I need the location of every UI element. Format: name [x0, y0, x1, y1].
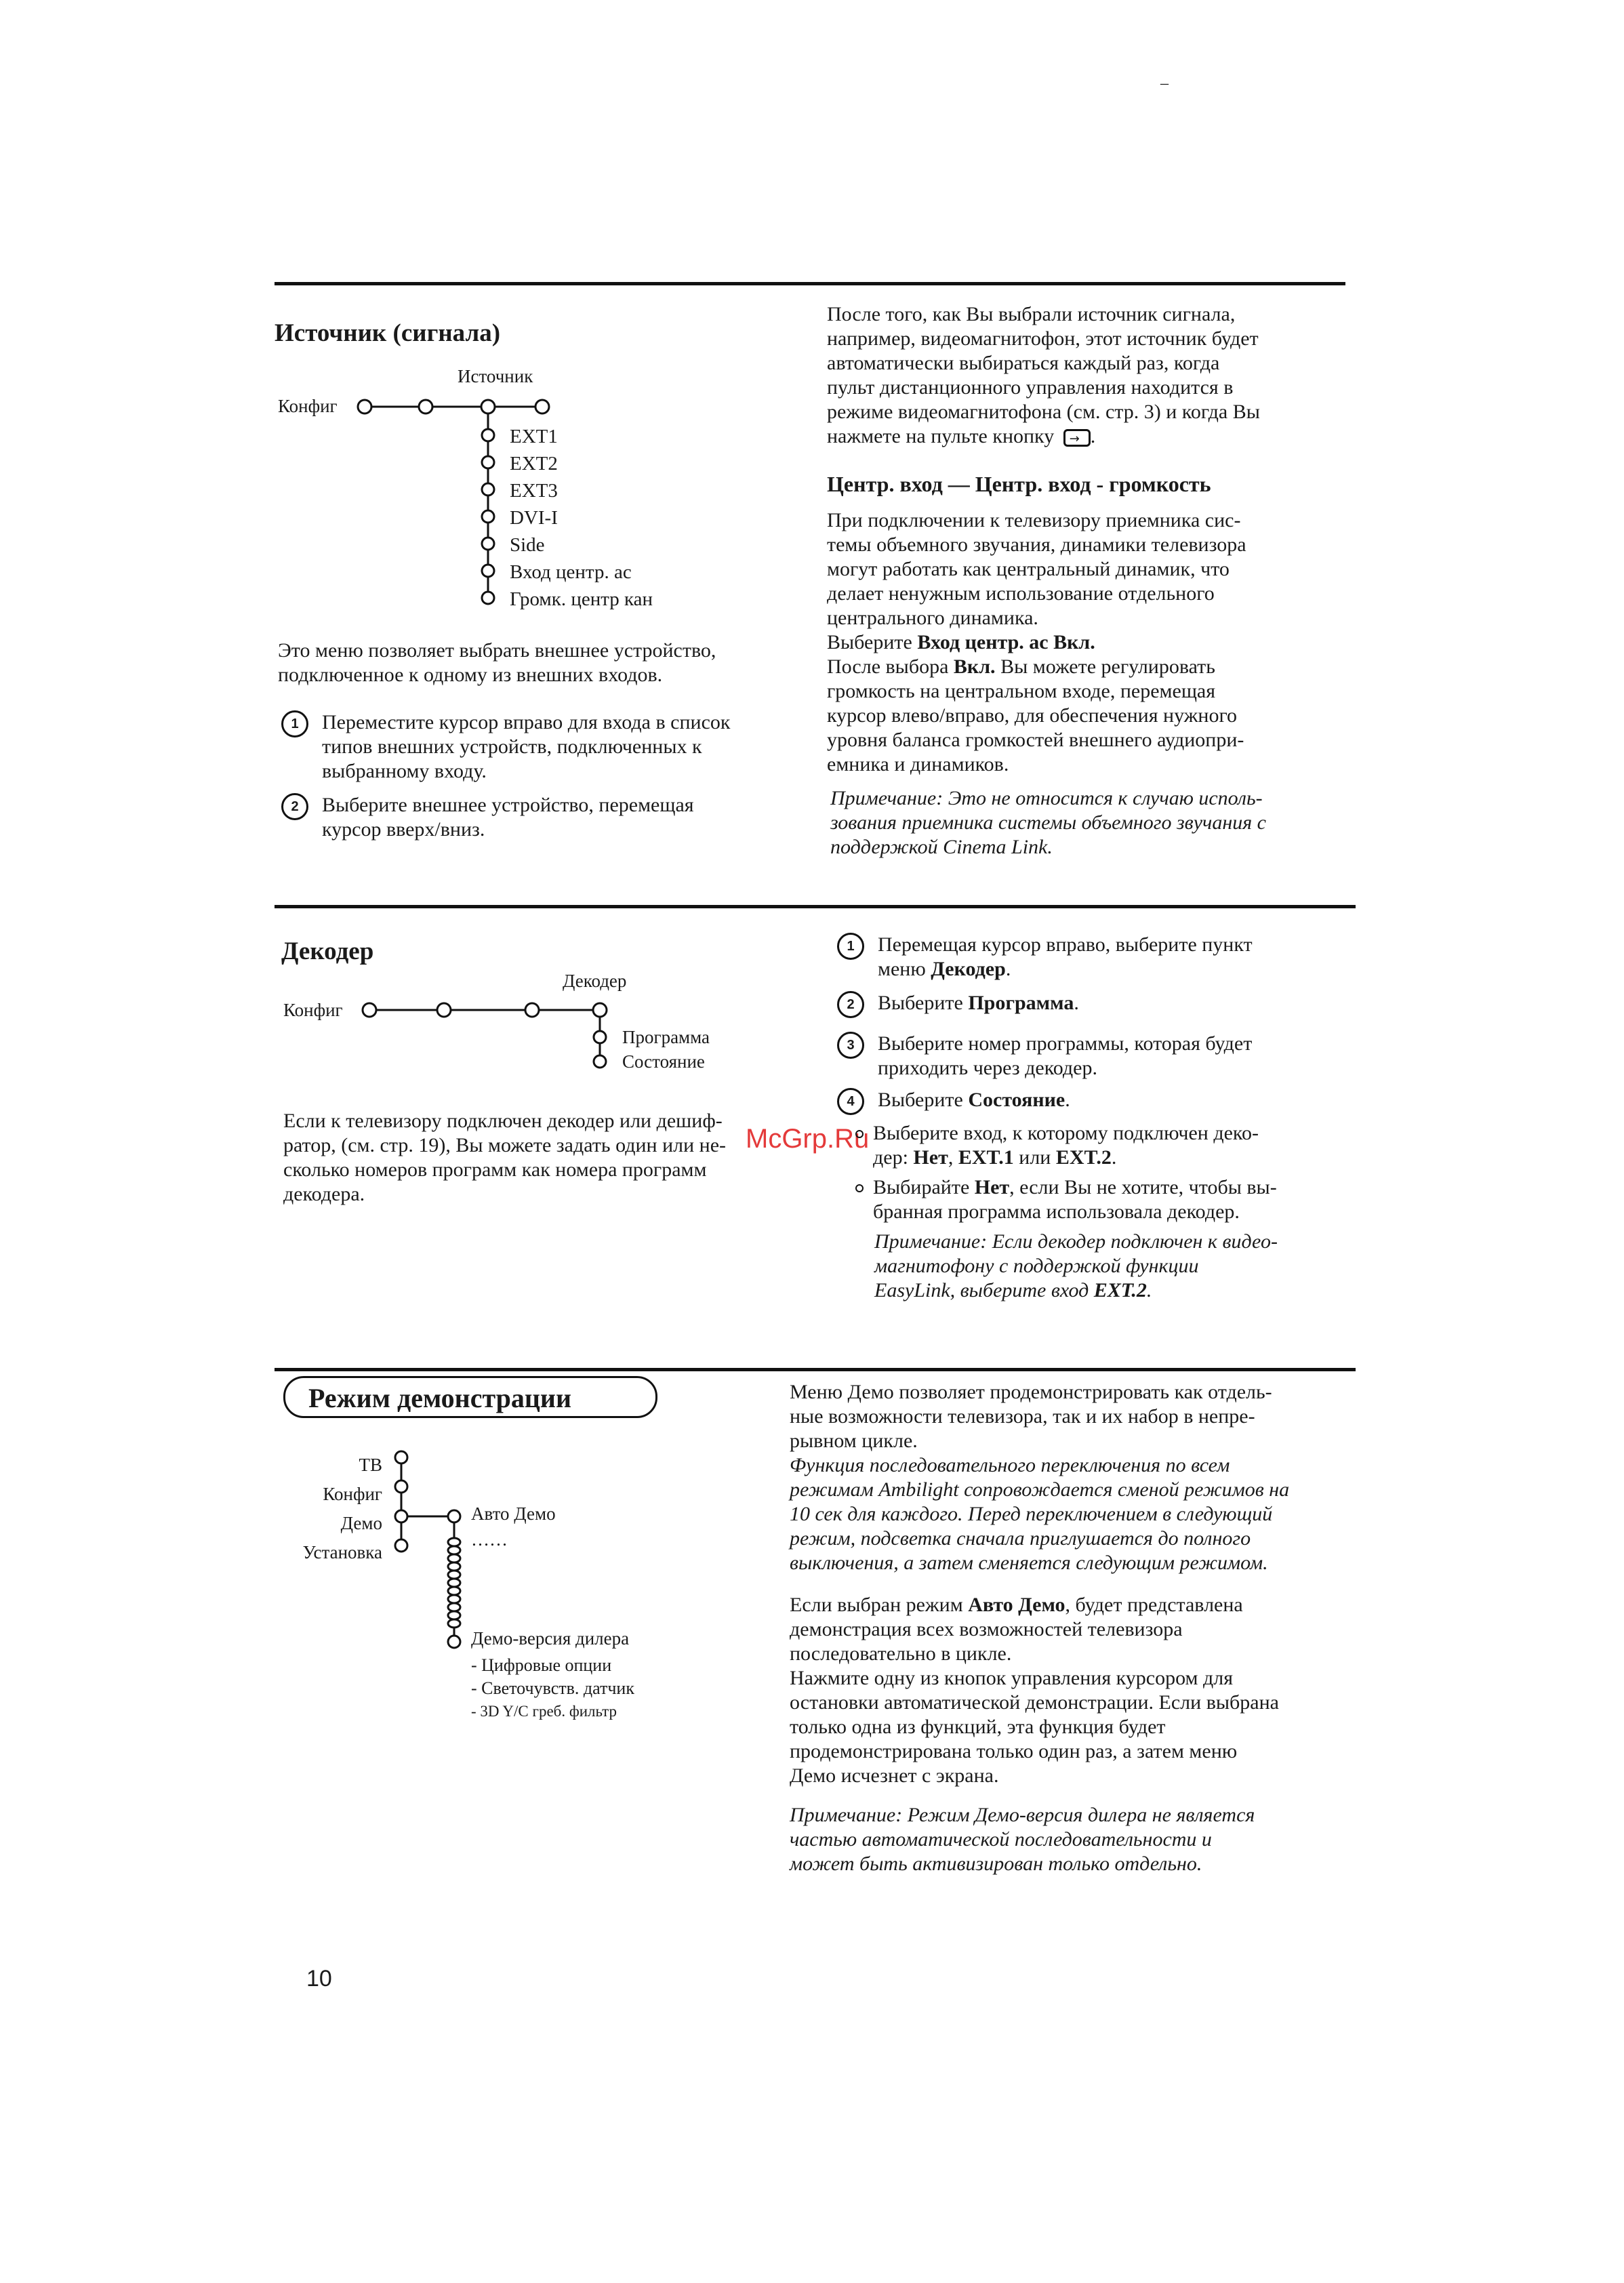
- decoder-step-3: 3 Выберите номер программы, которая будет приходить через декодер.: [837, 1032, 1252, 1080]
- decoder-step-1: 1 Перемещая курсор вправо, выберите пункт меню Декодер.: [837, 933, 1253, 982]
- center-input-text: При подключении к телевизору приемника сис- темы объемного звучания, динамики телевизора могут работать как центральный динамик, что делает ненужным использование отдельного центрального динамика. Выберите Вход центр. ac Вкл. После выбора Вкл. Вы можете регулировать громкость на центральном входе, перемещая курсор влево/вправо, для обеспечения нужного уровня баланса громкостей внешнего аудиопри- емника и динамиков.: [827, 509, 1246, 775]
- menu-item-dealer-demo[interactable]: Демо-версия дилера: [471, 1628, 630, 1649]
- decoder-step-4: 4 Выберите Состояние.: [837, 1088, 1070, 1112]
- step-number-1: 1: [281, 710, 308, 738]
- decoder-intro: Если к телевизору подключен декодер или дешиф- ратор, (см. стр. 19), Вы можете задать один или не- сколько номеров программ как номера программ декодера.: [283, 1110, 727, 1205]
- menu-item-ext2[interactable]: EXT2: [510, 453, 558, 474]
- menu-item-status[interactable]: Состояние: [622, 1051, 705, 1072]
- source-intro: Это меню позволяет выбрать внешнее устройство, подключенное к одному из внешних входов.: [278, 639, 716, 686]
- center-input-title: Центр. вход — Центр. вход - громкость: [827, 472, 1211, 496]
- menu-item-tv[interactable]: ТВ: [359, 1455, 382, 1475]
- demo-text: Меню Демо позволяет продемонстрировать как отдель- ные возможности телевизора, так и их набор в непре- рывном цикле. Функция последовательного переключения по всем режимам Ambilight сопровождается сменой режимов на 10 сек для каждого. Перед переключением в следующий режим, подсветка сначала приглушается до полного выключения, а затем сменяется следующим режимом.: [790, 1381, 1290, 1574]
- menu-item-side[interactable]: Side: [510, 534, 545, 556]
- decoder-step-2: 2 Выберите Программа.: [837, 991, 1079, 1015]
- step-number-2: 2: [837, 991, 864, 1018]
- menu-item-install[interactable]: Установка: [302, 1542, 382, 1562]
- decoder-note: Примечание: Если декодер подключен к видео- магнитофону с поддержкой функции EasyLink, выберите вход EXT.2.: [874, 1230, 1278, 1301]
- menu-item-auto-demo[interactable]: Авто Демо: [471, 1503, 556, 1524]
- menu-item-program[interactable]: Программа: [622, 1027, 710, 1047]
- corner-dash-mark: –: [1160, 75, 1169, 92]
- source-diagram-root: Конфиг: [278, 396, 338, 416]
- decoder-bullet-input: Выберите вход, к которому подключен деко- дер: Нет, EXT.1 или EXT.2.: [855, 1121, 1259, 1170]
- step-number-2: 2: [281, 793, 308, 820]
- step-number-1: 1: [837, 933, 864, 960]
- decoder-title: Декодер: [281, 937, 374, 965]
- av-source-button-icon: →: [1063, 429, 1091, 447]
- menu-item-dvi[interactable]: DVI-I: [510, 507, 558, 529]
- source-right-text: После того, как Вы выбрали источник сигнала, например, видеомагнитофон, этот источник будет автоматически выбираться каждый раз, когда пульт дистанционного управления находится в режиме видеомагнитофона (см. стр. 3) и когда Вы нажмете на пульте кнопку → .: [827, 303, 1260, 447]
- decoder-diagram-root: Конфиг: [283, 1000, 343, 1020]
- page-number: 10: [306, 1966, 332, 1992]
- source-title: Источник (сигнала): [275, 319, 501, 347]
- demo-auto-text: Если выбран режим Авто Демо, будет представлена демонстрация всех возможностей телевизора последовательно в цикле. Нажмите одну из кнопок управления курсором для остановки автоматической демонстрации. Если выбрана только одна из функций, эта функция будет продемонстрирована только один раз, а затем меню Демо исчезнет с экрана.: [790, 1594, 1279, 1787]
- menu-item-demo[interactable]: Демо: [340, 1513, 382, 1533]
- menu-item-center-vol[interactable]: Громк. центр кан: [510, 588, 653, 610]
- demo-note: Примечание: Режим Демо-версия дилера не является частью автоматической последовательности и может быть активизирован только отдельно.: [790, 1804, 1255, 1875]
- menu-item-config[interactable]: Конфиг: [323, 1484, 382, 1504]
- step-number-4: 4: [837, 1088, 864, 1115]
- source-diagram-header: Источник: [458, 366, 533, 386]
- center-input-note: Примечание: Это не относится к случаю исполь- зования приемника системы объемного звучания с поддержкой Cinema Link.: [830, 787, 1266, 858]
- step-number-3: 3: [837, 1032, 864, 1059]
- source-step-2: 2 Выберите внешнее устройство, перемещая курсор вверх/вниз.: [281, 793, 694, 842]
- demo-title: Режим демонстрации: [308, 1383, 571, 1413]
- watermark: McGrp.Ru: [746, 1124, 870, 1154]
- menu-item-ext1[interactable]: EXT1: [510, 426, 558, 447]
- menu-item-ext3[interactable]: EXT3: [510, 480, 558, 502]
- menu-dots: ……: [471, 1529, 508, 1550]
- decoder-diagram-header: Декодер: [563, 971, 627, 991]
- dealer-demo-items: - Цифровые опции - Светочувств. датчик - 3D Y/C греб. фильтр: [471, 1655, 634, 1720]
- source-step-1: 1 Переместите курсор вправо для входа в список типов внешних устройств, подключенных к выбранному входу.: [281, 710, 730, 784]
- menu-item-center-in[interactable]: Вход центр. ac: [510, 561, 632, 583]
- decoder-bullet-none: Выбирайте Нет, если Вы не хотите, чтобы вы- бранная программа использовала декодер.: [855, 1175, 1277, 1224]
